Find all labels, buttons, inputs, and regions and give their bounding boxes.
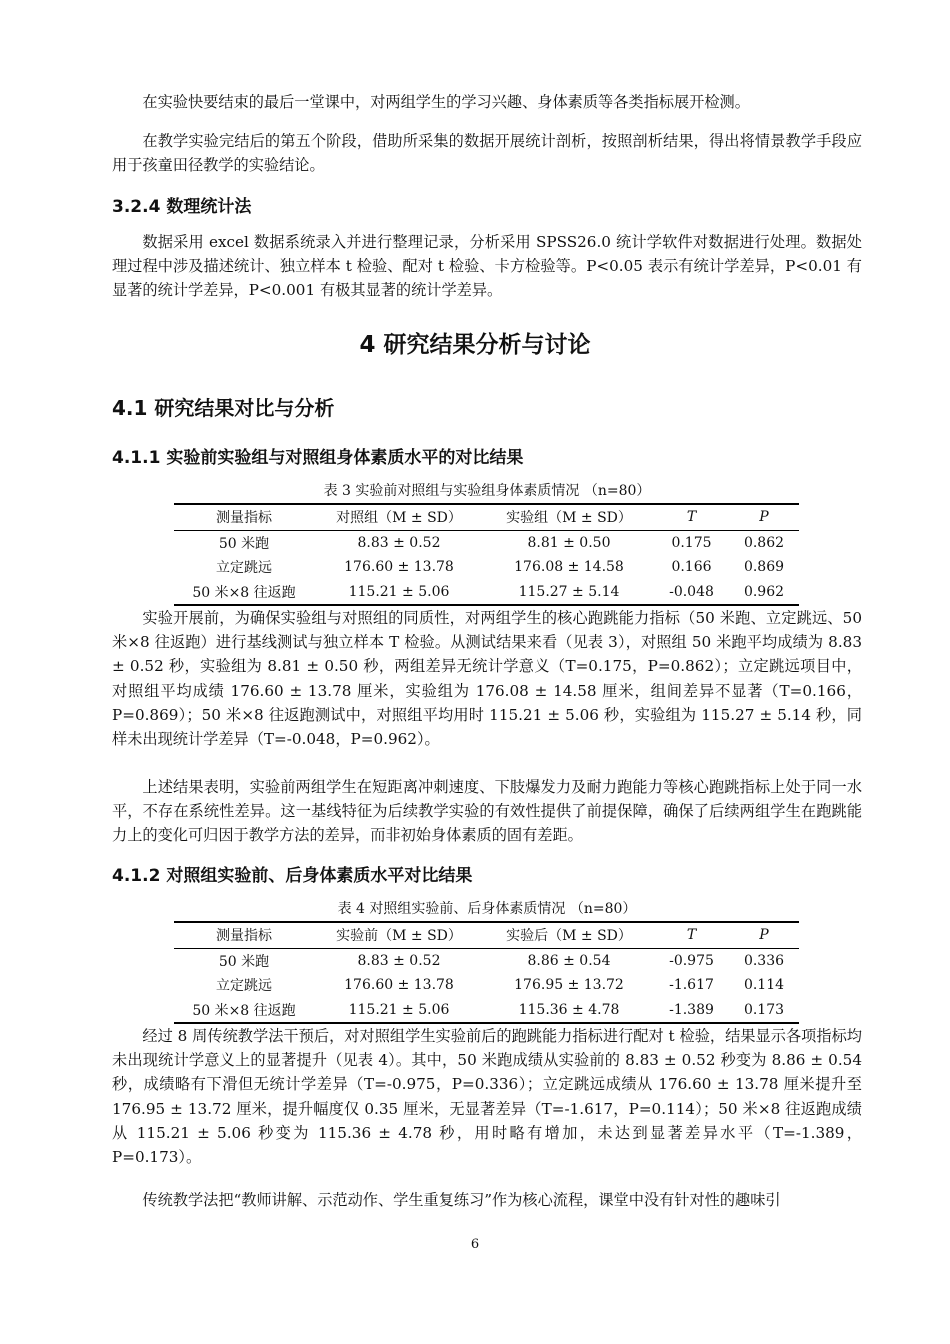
table-cell: -0.975 bbox=[669, 952, 714, 969]
table-header-cell: 对照组（M ± SD） bbox=[314, 504, 484, 530]
table-cell: 176.60 ± 13.78 bbox=[344, 559, 454, 576]
table-cell: 0.869 bbox=[743, 559, 785, 576]
table-cell: 50 米跑 bbox=[218, 953, 270, 970]
table-cell: 115.36 ± 4.78 bbox=[484, 998, 654, 1024]
table-cell: 176.95 ± 13.72 bbox=[514, 977, 624, 994]
table-cell: 8.83 ± 0.52 bbox=[357, 952, 441, 969]
table-4 bbox=[174, 921, 799, 1024]
table-header-cell: T bbox=[654, 922, 729, 948]
heading-4-1-1: 4.1.1 实验前实验组与对照组身体素质水平的对比结果 bbox=[112, 448, 524, 468]
table-row bbox=[174, 998, 799, 1024]
table-cell: -1.389 bbox=[654, 998, 729, 1024]
table-3 bbox=[174, 503, 799, 606]
table-header-row bbox=[174, 504, 799, 530]
table-cell: 立定跳远 bbox=[216, 978, 272, 995]
table-cell: 8.86 ± 0.54 bbox=[527, 952, 611, 969]
table-4-caption: 表 4 对照组实验前、后身体素质情况 （n=80） bbox=[337, 901, 637, 917]
table-header-cell: 实验组（M ± SD） bbox=[484, 504, 654, 530]
table-header-cell: T bbox=[654, 504, 729, 530]
table-header-cell: 测量指标 bbox=[174, 504, 314, 530]
table-cell: 0.173 bbox=[729, 998, 799, 1024]
table-row bbox=[174, 530, 799, 555]
paragraph-final-class-test: 在实验快要结束的最后一堂课中，对两组学生的学习兴趣、身体素质等各类指标展开检测。 bbox=[142, 93, 750, 111]
table-cell: 0.166 bbox=[671, 559, 712, 576]
table-cell: 115.27 ± 5.14 bbox=[484, 580, 654, 606]
heading-chapter-4: 4 研究结果分析与讨论 bbox=[359, 332, 591, 358]
table-row bbox=[174, 555, 799, 580]
table-cell: 0.962 bbox=[729, 580, 799, 606]
table-cell: 115.21 ± 5.06 bbox=[314, 580, 484, 606]
heading-4-1-2: 4.1.2 对照组实验前、后身体素质水平对比结果 bbox=[112, 866, 473, 886]
paragraph-table-3-analysis: 实验开展前，为确保实验组与对照组的同质性，对两组学生的核心跑跳能力指标（50 米跑、立定跳远、50 米×8 往返跑）进行基线测试与独立样本 T 检验。从测试结果来看（见表 3），对照组 50 米跑平均成绩为 8.83 ± 0.52 秒，实验组为 8.81 ± 0.50 秒，两组差异无统计学意义（T=0.175，P=0.862）；立定跳远项目中，对照组平均成绩 176.60 ± 13.78 厘米，实验组为 176.08 ± 14.58 厘米，组间差异不显著（T=0.166，P=0.869）；50 米×8 往返跑测试中，对照组平均用时 115.21 ± 5.06 秒，实验组为 115.27 ± 5.14 秒，同样未出现统计学差异（T=-0.048，P=0.962）。 bbox=[112, 609, 862, 749]
paragraph-table-4-analysis: 经过 8 周传统教学法干预后，对对照组学生实验前后的跑跳能力指标进行配对 t 检验，结果显示各项指标均未出现统计学意义上的显著提升（见表 4）。其中，50 米跑成绩从实验前的 8.83 ± 0.52 秒变为 8.86 ± 0.54 秒，成绩略有下滑但无统计学差异（T=-0.975，P=0.336）；立定跳远成绩从 176.60 ± 13.78 厘米提升至 176.95 ± 13.72 厘米，提升幅度仅 0.35 厘米，无显著差异（T=-1.617，P=0.114）；50 米×8 往返跑成绩从 115.21 ± 5.06 秒变为 115.36 ± 4.78 秒，用时略有增加，未达到显著差异水平（T=-1.389，P=0.173）。 bbox=[112, 1027, 862, 1167]
table-row bbox=[174, 580, 799, 606]
table-cell: -1.617 bbox=[669, 977, 714, 994]
table-cell: 0.862 bbox=[743, 534, 785, 551]
table-header-cell: P bbox=[729, 504, 799, 530]
table-header-cell: 实验后（M ± SD） bbox=[484, 922, 654, 948]
table-header-cell: 测量指标 bbox=[174, 922, 314, 948]
table-row bbox=[174, 948, 799, 973]
table-cell: 176.60 ± 13.78 bbox=[344, 977, 454, 994]
table-header-cell: 实验前（M ± SD） bbox=[314, 922, 484, 948]
table-cell: 176.08 ± 14.58 bbox=[514, 559, 624, 576]
heading-4-1: 4.1 研究结果对比与分析 bbox=[112, 396, 335, 420]
paragraph-traditional-method: 传统教学法把“教师讲解、示范动作、学生重复练习”作为核心流程，课堂中没有针对性的趣味引 bbox=[142, 1191, 781, 1209]
table-cell: 50 米跑 bbox=[218, 535, 270, 552]
table-3-caption: 表 3 实验前对照组与实验组身体素质情况 （n=80） bbox=[323, 483, 651, 499]
table-cell: 立定跳远 bbox=[216, 560, 272, 577]
table-cell: -0.048 bbox=[654, 580, 729, 606]
paragraph-baseline-conclusion: 上述结果表明，实验前两组学生在短距离冲刺速度、下肢爆发力及耐力跑能力等核心跑跳指标上处于同一水平，不存在系统性差异。这一基线特征为后续教学实验的有效性提供了前提保障，确保了后续两组学生在跑跳能力上的变化可归因于教学方法的差异，而非初始身体素质的固有差距。 bbox=[112, 778, 862, 845]
page-number: 6 bbox=[470, 1237, 480, 1252]
table-cell: 50 米×8 往返跑 bbox=[174, 998, 314, 1024]
table-row bbox=[174, 973, 799, 998]
heading-3-2-4: 3.2.4 数理统计法 bbox=[112, 197, 252, 217]
table-header-row bbox=[174, 922, 799, 948]
table-cell: 0.114 bbox=[743, 977, 785, 994]
paragraph-fifth-stage: 在教学实验完结后的第五个阶段，借助所采集的数据开展统计剖析，按照剖析结果，得出将情景教学手段应用于孩童田径教学的实验结论。 bbox=[112, 132, 862, 175]
table-cell: 8.81 ± 0.50 bbox=[527, 534, 611, 551]
table-cell: 50 米×8 往返跑 bbox=[174, 580, 314, 606]
table-header-cell: P bbox=[729, 922, 799, 948]
table-cell: 8.83 ± 0.52 bbox=[357, 534, 441, 551]
paragraph-statistics-method: 数据采用 excel 数据系统录入并进行整理记录，分析采用 SPSS26.0 统计学软件对数据进行处理。数据处理过程中涉及描述统计、独立样本 t 检验、配对 t 检验、卡方检验等。P<0.05 表示有统计学差异，P<0.01 有显著的统计学差异，P<0.001 有极其显著的统计学差异。 bbox=[112, 233, 862, 300]
table-cell: 115.21 ± 5.06 bbox=[314, 998, 484, 1024]
table-cell: 0.175 bbox=[671, 534, 712, 551]
table-cell: 0.336 bbox=[743, 952, 785, 969]
